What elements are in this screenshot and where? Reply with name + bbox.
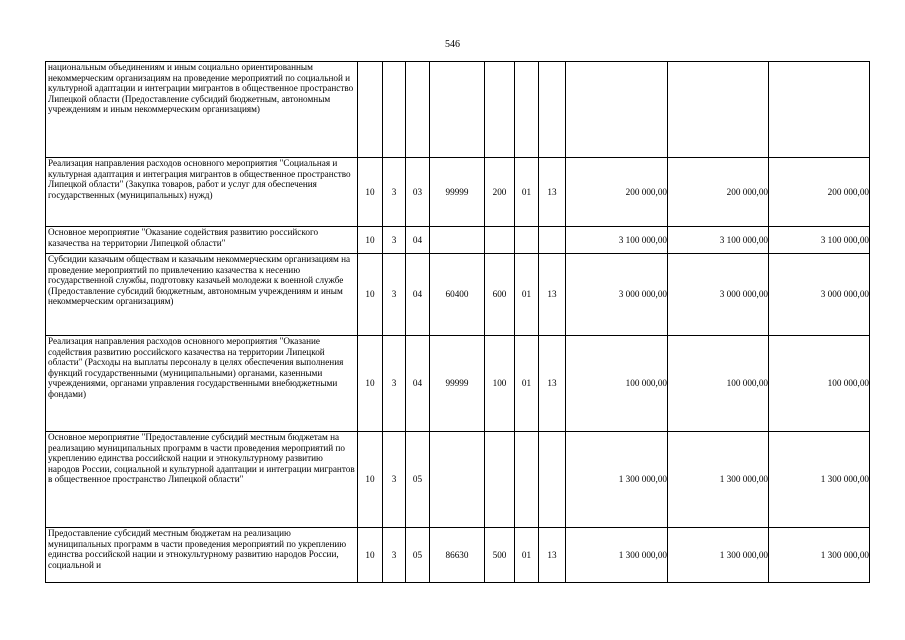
cell-code-6 — [515, 227, 539, 254]
budget-table — [45, 61, 870, 583]
cell-amount-3: 200 000,00 — [769, 158, 870, 227]
cell-code-5: 100 — [485, 336, 515, 432]
cell-code-4: 86630 — [430, 528, 485, 583]
cell-code-4: 99999 — [430, 158, 485, 227]
cell-amount-1: 100 000,00 — [566, 336, 668, 432]
cell-code-4: 60400 — [430, 254, 485, 336]
cell-code-6: 01 — [515, 254, 539, 336]
cell-code-5: 200 — [485, 158, 515, 227]
cell-code-2: 3 — [383, 254, 406, 336]
cell-code-7 — [539, 62, 566, 158]
cell-code-1: 10 — [358, 227, 383, 254]
cell-code-6 — [515, 62, 539, 158]
cell-amount-3: 3 100 000,00 — [769, 227, 870, 254]
cell-code-7: 13 — [539, 254, 566, 336]
cell-code-5: 500 — [485, 528, 515, 583]
cell-code-5 — [485, 62, 515, 158]
cell-amount-1: 3 000 000,00 — [566, 254, 668, 336]
table-row — [46, 158, 870, 227]
row-description: Основное мероприятие "Оказание содействия развитию российского казачества на территории Липецкой области" — [46, 227, 358, 254]
cell-amount-2: 3 100 000,00 — [668, 227, 769, 254]
cell-code-7: 13 — [539, 336, 566, 432]
cell-amount-1 — [566, 62, 668, 158]
cell-code-5 — [485, 432, 515, 528]
cell-amount-1: 200 000,00 — [566, 158, 668, 227]
cell-code-3: 03 — [406, 158, 430, 227]
cell-code-6 — [515, 432, 539, 528]
cell-code-3: 04 — [406, 254, 430, 336]
row-description: Реализация направления расходов основного мероприятия "Социальная и культурная адаптация и интеграция мигрантов в общественное пространство Липецкой области" (Закупка товаров, работ и услуг для обеспечения государственных (муниципальных) нужд) — [46, 158, 358, 227]
cell-amount-2: 1 300 000,00 — [668, 528, 769, 583]
cell-code-2: 3 — [383, 158, 406, 227]
cell-code-4 — [430, 227, 485, 254]
cell-code-2 — [383, 62, 406, 158]
cell-code-1 — [358, 62, 383, 158]
table-row — [46, 62, 870, 158]
cell-code-4 — [430, 432, 485, 528]
cell-code-3: 04 — [406, 336, 430, 432]
cell-amount-1: 3 100 000,00 — [566, 227, 668, 254]
table-row — [46, 336, 870, 432]
table-row — [46, 227, 870, 254]
row-description: Реализация направления расходов основного мероприятия "Оказание содействия развитию российского казачества на территории Липецкой области" (Расходы на выплаты персоналу в целях обеспечения выполнения функций государственными (муниципальными) органами, казенными учреждениями, органами управления государственными внебюджетными фондами) — [46, 336, 358, 432]
cell-code-3: 05 — [406, 528, 430, 583]
row-description: Субсидии казачьим обществам и казачьим некоммерческим организациям на проведение мероприятий по привлечению казачества к несению государственной службы, подготовку казачьей молодежи к военной службе (Предоставление субсидий бюджетным, автономным учреждениям и иным некоммерческим организациям) — [46, 254, 358, 336]
cell-code-2: 3 — [383, 227, 406, 254]
cell-code-7: 13 — [539, 528, 566, 583]
page-number: 546 — [445, 39, 460, 50]
table-row — [46, 432, 870, 528]
row-description: Предоставление субсидий местным бюджетам на реализацию муниципальных программ в части проведения мероприятий по укреплению единства российской нации и этнокультурному развитию народов России, социальной и — [46, 528, 358, 583]
cell-amount-3: 3 000 000,00 — [769, 254, 870, 336]
cell-code-2: 3 — [383, 432, 406, 528]
cell-amount-3: 1 300 000,00 — [769, 528, 870, 583]
cell-code-7 — [539, 227, 566, 254]
cell-code-3: 05 — [406, 432, 430, 528]
cell-code-4 — [430, 62, 485, 158]
cell-amount-3: 100 000,00 — [769, 336, 870, 432]
cell-amount-2: 3 000 000,00 — [668, 254, 769, 336]
cell-code-1: 10 — [358, 432, 383, 528]
cell-amount-2: 1 300 000,00 — [668, 432, 769, 528]
cell-amount-2 — [668, 62, 769, 158]
cell-code-7 — [539, 432, 566, 528]
cell-amount-1: 1 300 000,00 — [566, 528, 668, 583]
cell-code-2: 3 — [383, 336, 406, 432]
table-row — [46, 528, 870, 583]
cell-code-5: 600 — [485, 254, 515, 336]
row-description: национальным объединениям и иным социально ориентированным некоммерческим организациям на проведение мероприятий по социальной и культурной адаптации и интеграции мигрантов в общественное пространство Липецкой области (Предоставление субсидий бюджетным, автономным учреждениям и иным некоммерческим организациям) — [46, 62, 358, 158]
cell-code-2: 3 — [383, 528, 406, 583]
cell-amount-3: 1 300 000,00 — [769, 432, 870, 528]
cell-code-1: 10 — [358, 528, 383, 583]
row-description: Основное мероприятие "Предоставление субсидий местным бюджетам на реализацию муниципальных программ в части проведения мероприятий по укреплению единства российской нации и этнокультурному развитию народов России, социальной и культурной адаптации и интеграции мигрантов в общественное пространство Липецкой области" — [46, 432, 358, 528]
cell-code-1: 10 — [358, 254, 383, 336]
cell-amount-3 — [769, 62, 870, 158]
cell-code-3: 04 — [406, 227, 430, 254]
cell-code-5 — [485, 227, 515, 254]
cell-amount-1: 1 300 000,00 — [566, 432, 668, 528]
table-body — [46, 62, 870, 583]
cell-code-6: 01 — [515, 158, 539, 227]
cell-code-3 — [406, 62, 430, 158]
cell-code-7: 13 — [539, 158, 566, 227]
cell-amount-2: 100 000,00 — [668, 336, 769, 432]
cell-amount-2: 200 000,00 — [668, 158, 769, 227]
cell-code-4: 99999 — [430, 336, 485, 432]
table-row — [46, 254, 870, 336]
cell-code-1: 10 — [358, 336, 383, 432]
cell-code-6: 01 — [515, 336, 539, 432]
cell-code-6: 01 — [515, 528, 539, 583]
cell-code-1: 10 — [358, 158, 383, 227]
